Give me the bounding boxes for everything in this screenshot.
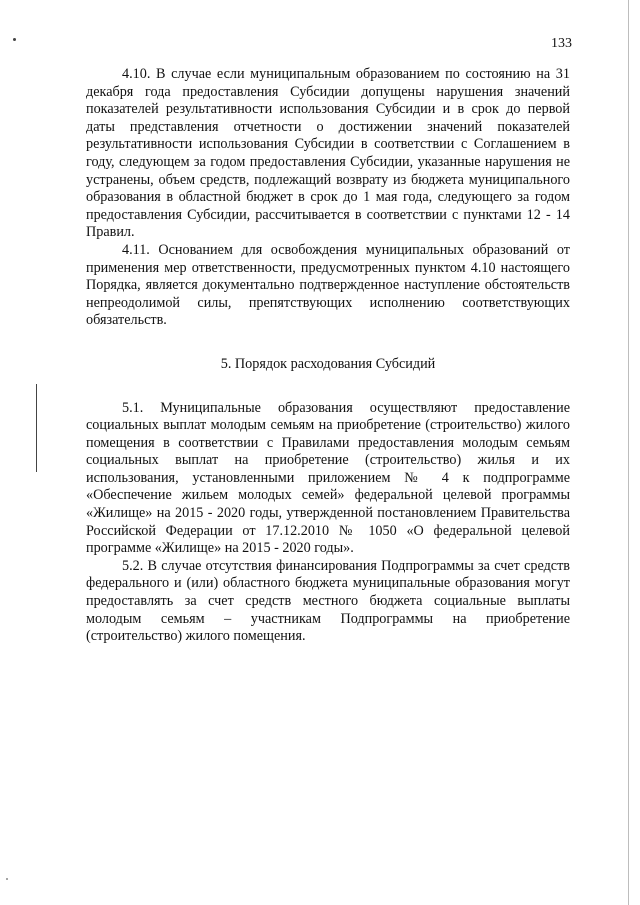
- section-5-heading: 5. Порядок расходования Субсидий: [220, 355, 436, 372]
- scan-artifact-dot: [6, 878, 8, 880]
- paragraph-4-11: 4.11. Основанием для освобождения муниципальных образований от применения мер ответственности, предусмотренных пунктом 4.10 настоящего Порядка, является документально подтвержденное наступление обстоятельств непреодолимой силы, препятствующих исполнению соответствующих обязательств.: [86, 241, 570, 329]
- document-body: [86, 66, 570, 646]
- paragraph-5-1: 5.1. Муниципальные образования осуществляют предоставление социальных выплат молодым семьям на приобретение (строительство) жилого помещения в соответствии с Правилами предоставления молодым семьям социальных выплат на приобретение (строительство) жилья и их использования, установленными приложением № 4 к подпрограмме «Обеспечение жильем молодых семей» федеральной целевой программы «Жилище» на 2015 - 2020 годы, утвержденной постановлением Правительства Российской Федерации от 17.12.2010 № 1050 «О федеральной целевой программе «Жилище» на 2015 - 2020 годы».: [86, 399, 570, 557]
- scan-artifact-dot: [13, 38, 16, 41]
- scan-artifact-line: [36, 384, 37, 472]
- paragraph-4-10: 4.10. В случае если муниципальным образованием по состоянию на 31 декабря года предоставления Субсидии допущены нарушения значений показателей результативности использования Субсидии и в срок до первой даты представления отчетности о достижении значений показателей результативности использования Субсидии в соответствии с Соглашением в году, следующем за годом предоставления Субсидии, указанные нарушения не устранены, объем средств, подлежащий возврату из бюджета муниципального образования в областной бюджет в срок до 1 мая года, следующего за годом предоставления Субсидии, рассчитывается в соответствии с пунктами 12 - 14 Правил.: [86, 66, 570, 241]
- scan-page-edge: [628, 0, 629, 905]
- page-number: 133: [551, 36, 572, 51]
- paragraph-5-2: 5.2. В случае отсутствия финансирования Подпрограммы за счет средств федерального и (или) областного бюджета муниципальные образования могут предоставлять за счет средств местного бюджета социальные выплаты молодым семьям – участникам Подпрограммы на приобретение (строительство) жилого помещения.: [86, 557, 570, 645]
